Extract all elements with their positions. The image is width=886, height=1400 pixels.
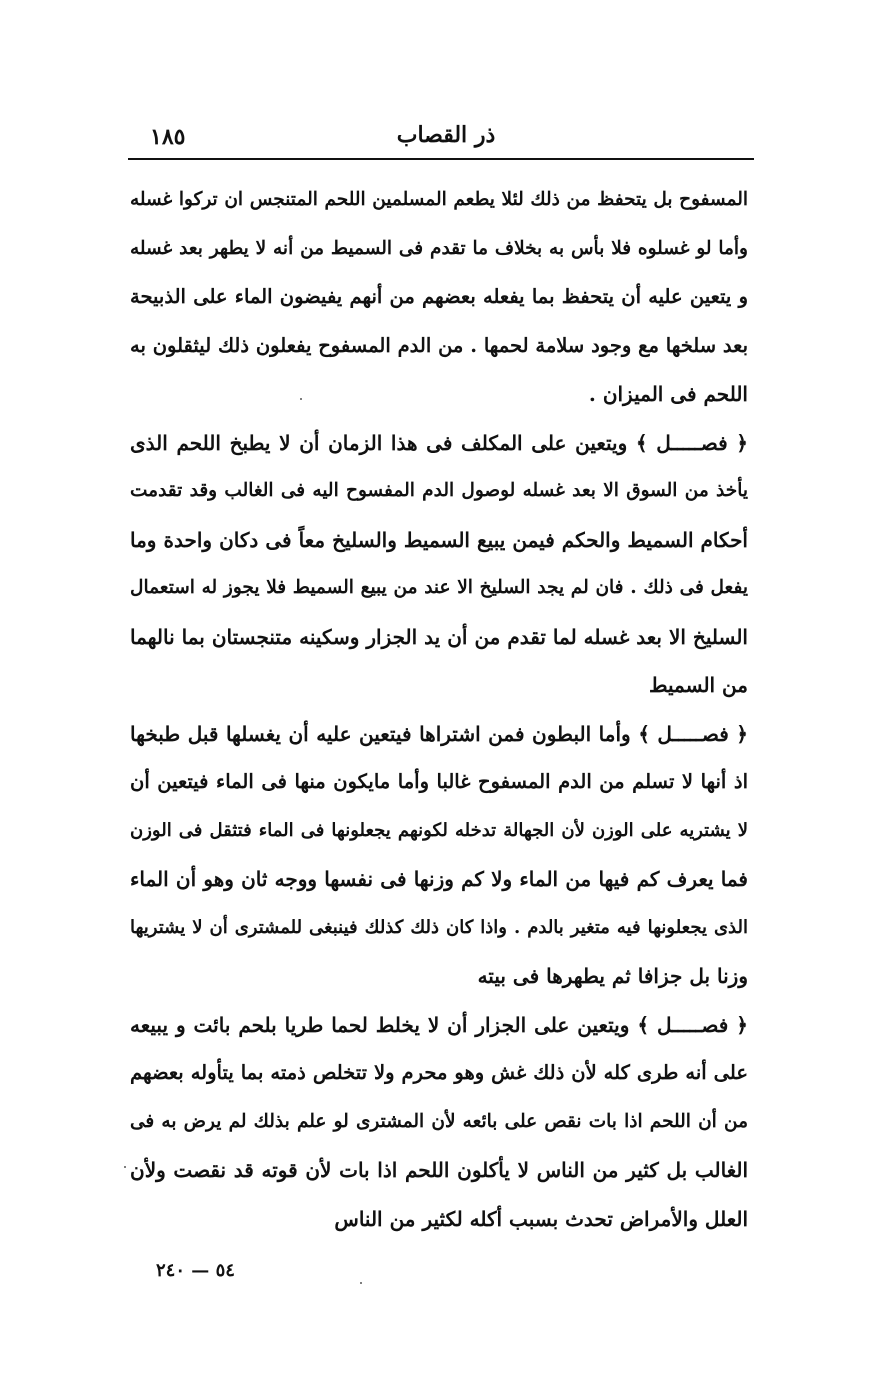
body-text [130, 176, 748, 1243]
text-line: من أن اللحم اذا بات نقص على بائعه لأن المشترى لو علم بذلك لم يرض به فى [130, 1110, 748, 1132]
text-line: ﴿ فصـــــل ﴾ ويتعين على المكلف فى هذا الزمان أن لا يطبخ اللحم الذى [130, 430, 748, 455]
text-line: من السميط [649, 673, 748, 697]
text-line: بعد سلخها مع وجود سلامة لحمها . من الدم المسفوح يفعلون ذلك ليثقلون به [130, 333, 748, 357]
text-line: ﴿ فصـــــل ﴾ ويتعين على الجزار أن لا يخلط لحما طريا بلحم بائت و يبيعه [130, 1012, 748, 1037]
text-line: ﴿ فصـــــل ﴾ وأما البطون فمن اشتراها فيتعين عليه أن يغسلها قبل طبخها [130, 721, 748, 746]
text-line: المسفوح بل يتحفظ من ذلك لئلا يطعم المسلمين اللحم المتنجس ان تركوا غسله [130, 189, 748, 210]
page-number: ١٨٥ [150, 124, 186, 150]
text-line: الذى يجعلونها فيه متغير بالدم . واذا كان ذلك كذلك فينبغى للمشترى أن لا يشتريها [130, 916, 748, 938]
scan-speck [300, 398, 302, 400]
print-signature: ٥٤ — ٢٤٠ [156, 1260, 235, 1281]
text-line: لا يشتريه على الوزن لأن الجهالة تدخله لكونهم يجعلونها فى الماء فتثقل فى الوزن [130, 819, 748, 841]
text-line: وزنا بل جزافا ثم يطهرها فى بيته [477, 964, 748, 988]
text-line: يأخذ من السوق الا بعد غسله لوصول الدم المفسوح اليه فى الغالب وقد تقدمت [130, 480, 748, 501]
text-line: أحكام السميط والحكم فيمن يبيع السميط والسليخ معاً فى دكان واحدة وما [130, 527, 748, 552]
text-line: على أنه طرى كله لأن ذلك غش وهو محرم ولا تتخلص ذمته بما يتأوله بعضهم [130, 1061, 748, 1084]
text-line: و يتعين عليه أن يتحفظ بما يفعله بعضهم من أنهم يفيضون الماء على الذبيحة [130, 285, 748, 308]
header-rule [128, 158, 754, 160]
paragraph-1 [130, 176, 748, 419]
running-title: ذر القصاب [396, 122, 496, 148]
text-line: اذ أنها لا تسلم من الدم المسفوح غالبا وأما مايكون منها فى الماء فيتعين أن [130, 770, 748, 793]
text-line: اللحم فى الميزان . [588, 382, 748, 406]
text-line: السليخ الا بعد غسله لما تقدم من أن يد الجزار وسكينه متنجستان بما نالهما [130, 624, 748, 649]
text-line: فما يعرف كم فيها من الماء ولا كم وزنها فى نفسها ووجه ثان وهو أن الماء [130, 867, 748, 891]
paragraph-2 [130, 419, 748, 710]
scan-speck [360, 1282, 362, 1284]
text-line: يفعل فى ذلك . فان لم يجد السليخ الا عند من يبيع السميط فلا يجوز له استعمال [130, 577, 748, 598]
text-line: الغالب بل كثير من الناس لا يأكلون اللحم اذا بات لأن قوته قد نقصت ولأن [130, 1158, 748, 1182]
text-line: العلل والأمراض تحدث بسبب أكله لكثير من الناس [334, 1206, 748, 1231]
paragraph-4 [130, 1001, 748, 1244]
scan-speck [124, 1166, 126, 1168]
page-header [140, 118, 752, 154]
text-line: وأما لو غسلوه فلا بأس به بخلاف ما تقدم فى السميط من أنه لا يطهر بعد غسله [130, 237, 748, 259]
paragraph-3 [130, 710, 748, 1001]
